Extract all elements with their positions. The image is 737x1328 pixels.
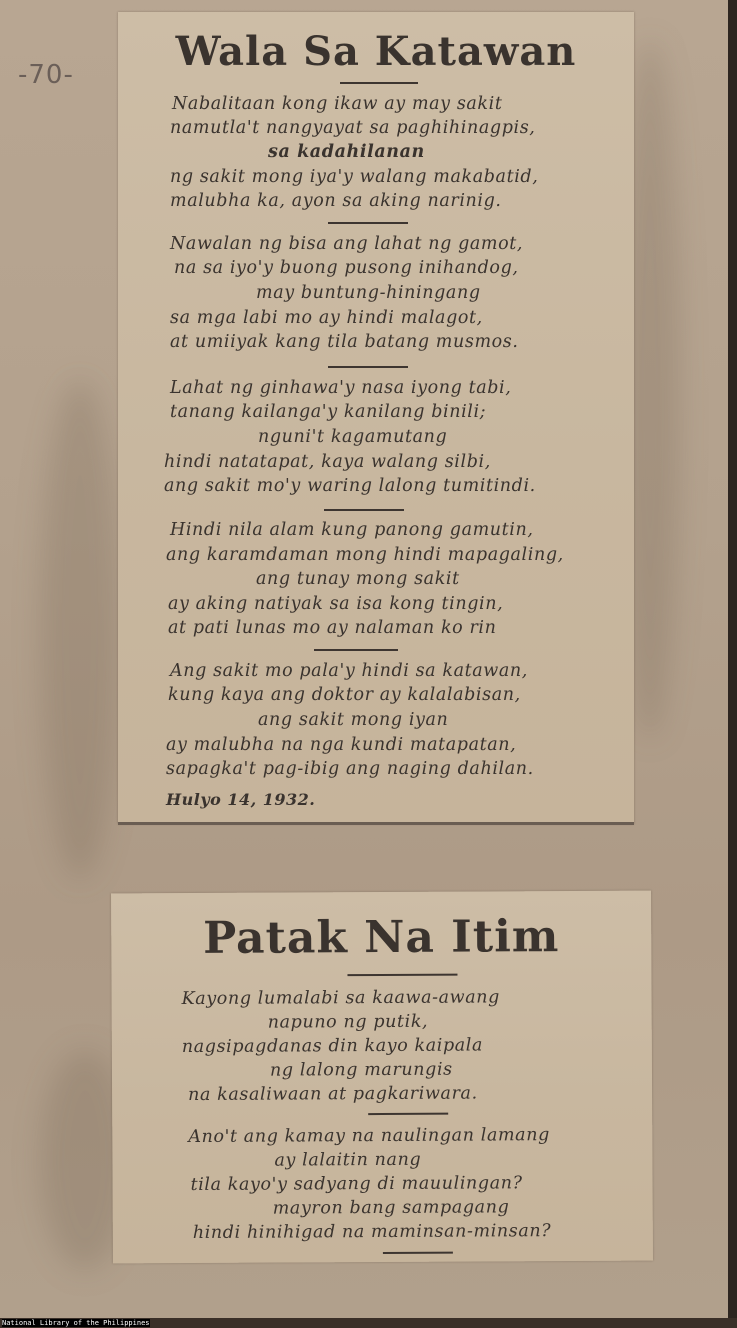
poem-line: hindi hinihigad na maminsan-minsan? <box>192 1221 552 1243</box>
poem-line: Ano't ang kamay na naulingan lamang <box>188 1125 550 1148</box>
clipping-edge-line <box>118 822 634 825</box>
poem-line: ang karamdaman mong hindi mapagaling, <box>166 545 564 565</box>
poem-line: ng lalong marungis <box>269 1059 453 1081</box>
poem-clipping-wala-sa-katawan <box>118 12 634 824</box>
poem-line: ang sakit mo'y waring lalong tumitindi. <box>164 476 536 496</box>
poem-line: malubha ka, ayon sa aking narinig. <box>170 191 502 211</box>
stanza-rule <box>328 222 408 224</box>
footer-credit: National Library of the Philippines <box>2 1319 150 1327</box>
stanza-rule <box>368 1113 448 1115</box>
stanza-rule <box>314 649 398 651</box>
poem-line: napuno ng putik, <box>267 1011 429 1033</box>
poem-line: nguni't kagamutang <box>258 427 448 447</box>
poem-line: na kasaliwaan at pagkariwara. <box>188 1083 478 1106</box>
stanza-rule <box>324 509 404 511</box>
poem-line: sapagka't pag-ibig ang naging dahilan. <box>166 759 534 779</box>
title-rule <box>340 82 418 84</box>
poem-date: Hulyo 14, 1932. <box>166 790 316 809</box>
poem-line: ay malubha na nga kundi matapatan, <box>166 735 517 755</box>
poem-title: Wala Sa Katawan <box>175 28 577 75</box>
poem-line: nagsipagdanas din kayo kaipala <box>181 1035 484 1058</box>
poem-line: Kayong lumalabi sa kaawa-awang <box>181 987 500 1010</box>
poem-line: sa mga labi mo ay hindi malagot, <box>170 308 483 328</box>
poem-line: sa kadahilanan <box>268 142 425 162</box>
stanza-rule <box>328 366 408 368</box>
poem-line: namutla't nangyayat sa paghihinagpis, <box>170 118 536 138</box>
page-binding-edge <box>728 0 737 1318</box>
poem-line: Nabalitaan kong ikaw ay may sakit <box>172 94 503 114</box>
paper-stain <box>40 380 120 880</box>
poem-line: na sa iyo'y buong pusong inihandog, <box>174 258 519 278</box>
poem-line: tanang kailanga'y kanilang binili; <box>170 402 487 422</box>
poem-line: tila kayo'y sadyang di mauulingan? <box>190 1173 523 1196</box>
poem-line: Ang sakit mo pala'y hindi sa katawan, <box>170 661 528 681</box>
poem-clipping-patak-na-itim <box>111 891 653 1264</box>
poem-line: Nawalan ng bisa ang lahat ng gamot, <box>170 234 524 254</box>
poem-line: ay aking natiyak sa isa kong tingin, <box>168 594 504 614</box>
poem-title: Patak Na Itim <box>202 911 560 964</box>
stanza-rule <box>383 1252 453 1254</box>
poem-line: ang tunay mong sakit <box>256 569 460 589</box>
poem-line: ng sakit mong iya'y walang makabatid, <box>170 167 539 187</box>
poem-line: Lahat ng ginhawa'y nasa iyong tabi, <box>170 378 512 398</box>
poem-line: hindi natatapat, kaya walang silbi, <box>164 452 491 472</box>
page-number: -70- <box>18 60 74 90</box>
poem-line: at umiiyak kang tila batang musmos. <box>170 332 519 352</box>
poem-line: Hindi nila alam kung panong gamutin, <box>170 520 534 540</box>
poem-line: ang sakit mong iyan <box>258 710 449 730</box>
poem-line: kung kaya ang doktor ay kalalabisan, <box>168 685 521 705</box>
title-rule <box>347 974 457 977</box>
poem-line: ay lalaitin nang <box>274 1149 422 1171</box>
poem-line: may buntung-hiningang <box>256 283 481 303</box>
poem-line: mayron bang sampagang <box>272 1197 510 1219</box>
poem-line: at pati lunas mo ay nalaman ko rin <box>168 618 497 638</box>
